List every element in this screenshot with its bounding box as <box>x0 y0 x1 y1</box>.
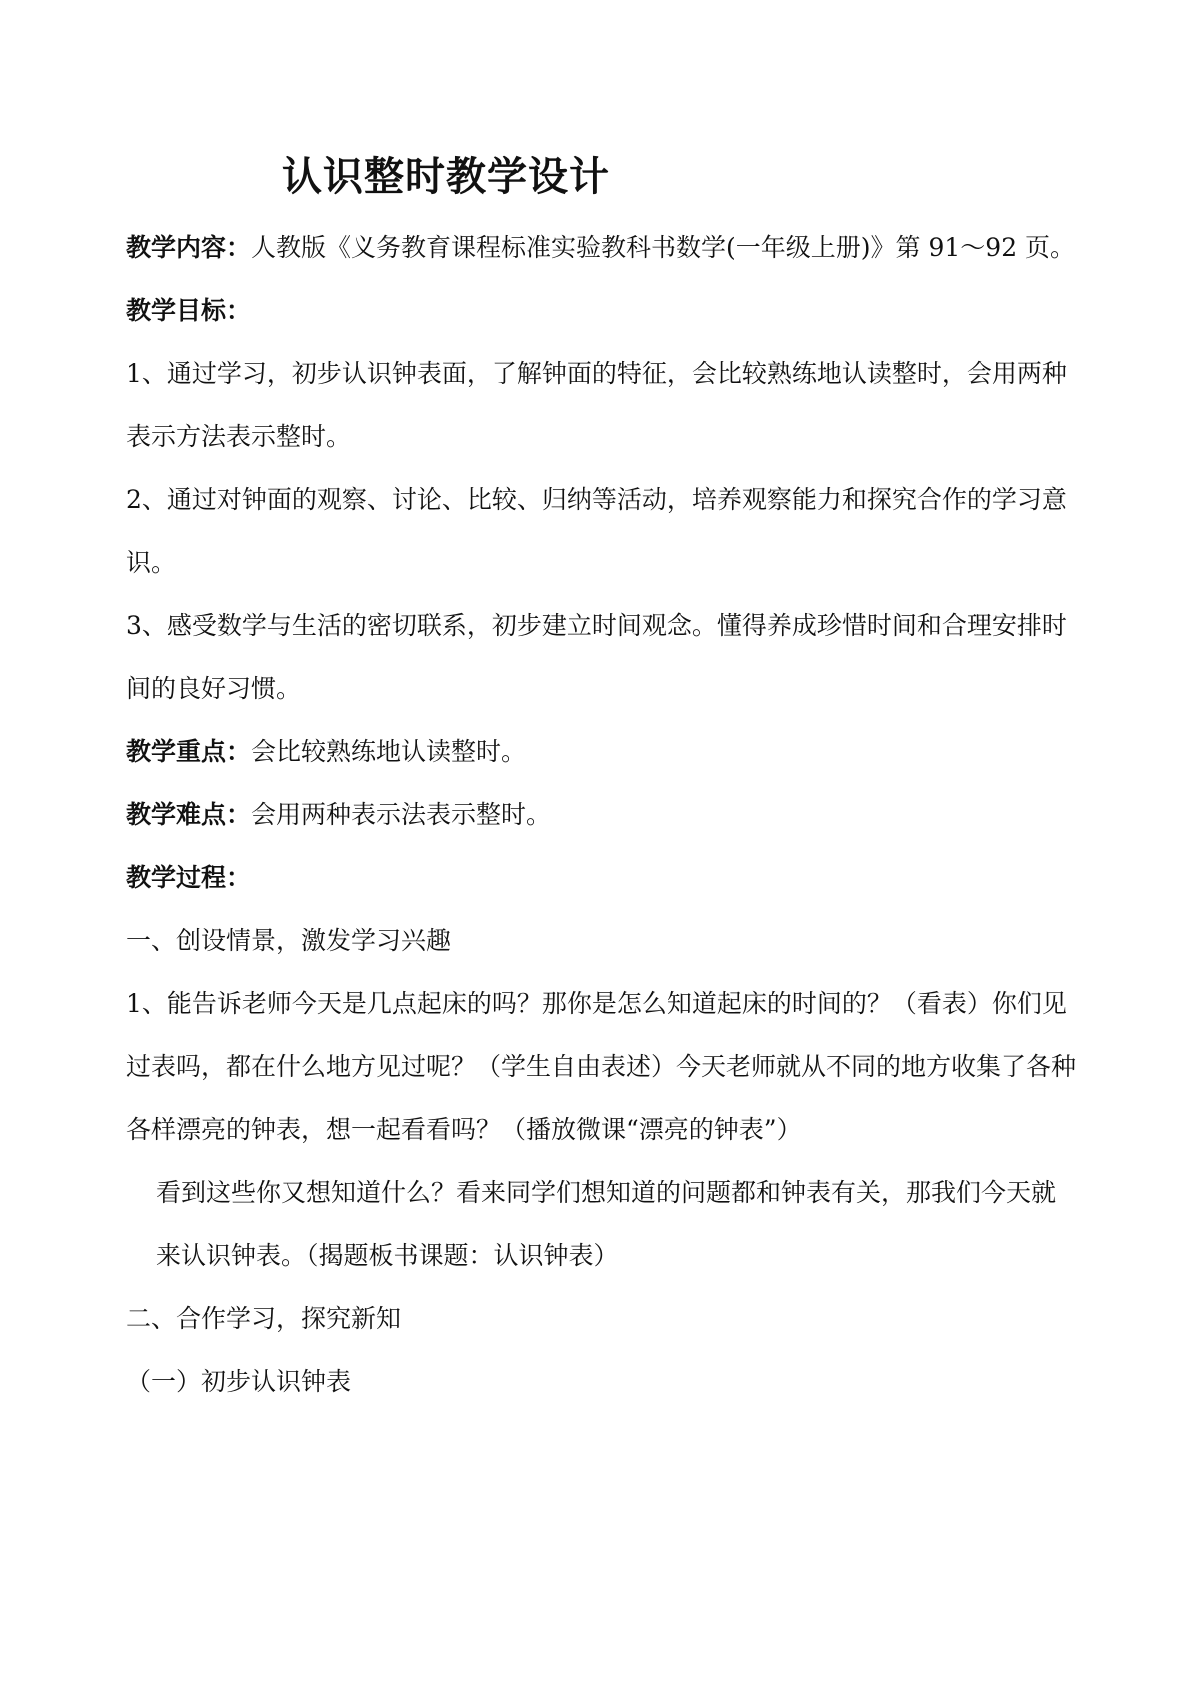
teaching-content-paragraph <box>126 216 1076 279</box>
difficulty-text: 会用两种表示法表示整时。 <box>251 800 552 829</box>
process-label: 教学过程： <box>126 863 252 892</box>
section1-paragraph-1: 1、能告诉老师今天是几点起床的吗？那你是怎么知道起床的时间的？（看表）你们见过表吗，都在什么地方见过呢？（学生自由表述）今天老师就从不同的地方收集了各种各样漂亮的钟表，想一起看看吗？（播放微课“漂亮的钟表”） <box>126 989 1077 1144</box>
difficulty-label: 教学难点： <box>126 800 252 829</box>
document-body <box>126 216 1076 1413</box>
teaching-content-label: 教学内容： <box>126 233 252 262</box>
key-point-label: 教学重点： <box>126 737 252 766</box>
section1-heading: 一、创设情景，激发学习兴趣 <box>126 926 452 955</box>
section2-subheading-1: （一）初步认识钟表 <box>126 1367 352 1396</box>
objective-item-1: 1、通过学习，初步认识钟表面，了解钟面的特征，会比较熟练地认读整时，会用两种表示方法表示整时。 <box>126 359 1067 451</box>
difficulty-paragraph <box>126 783 1076 846</box>
objective-item-3: 3、感受数学与生活的密切联系，初步建立时间观念。懂得养成珍惜时间和合理安排时间的良好习惯。 <box>126 611 1067 703</box>
section2-heading: 二、合作学习，探究新知 <box>126 1304 402 1333</box>
key-point-text: 会比较熟练地认读整时。 <box>251 737 527 766</box>
objective-item-2: 2、通过对钟面的观察、讨论、比较、归纳等活动，培养观察能力和探究合作的学习意识。 <box>126 485 1067 577</box>
section1-paragraph-2: 看到这些你又想知道什么？看来同学们想知道的问题都和钟表有关，那我们今天就来认识钟表。（揭题板书课题：认识钟表） <box>156 1178 1057 1270</box>
key-point-paragraph <box>126 720 1076 783</box>
objectives-label: 教学目标： <box>126 296 252 325</box>
teaching-content-text: 人教版《义务教育课程标准实验教科书数学(一年级上册)》第 91～92 页。 <box>251 233 1076 262</box>
document-title: 认识整时教学设计 <box>282 153 610 200</box>
